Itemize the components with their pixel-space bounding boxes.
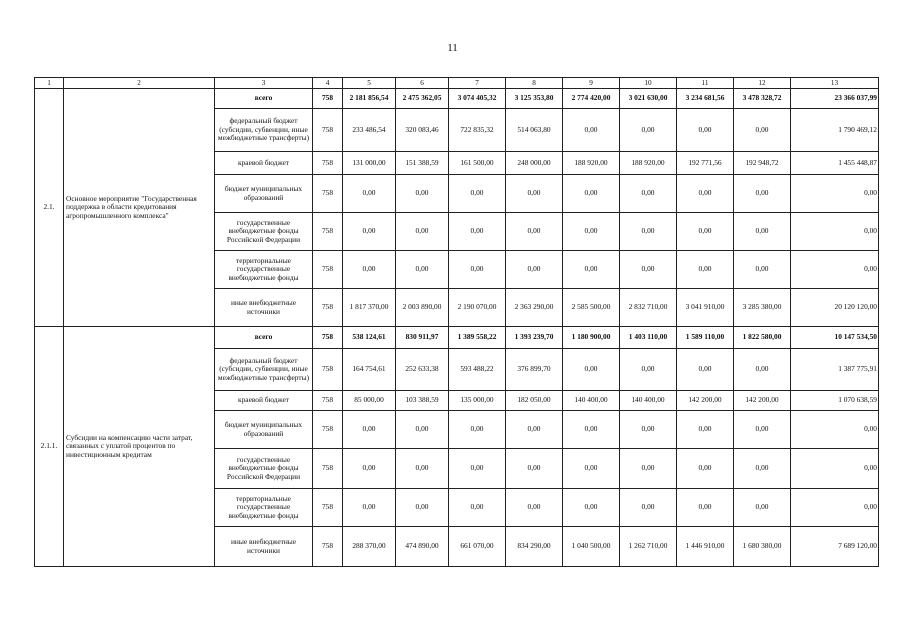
budget-code: 758 [313,349,343,391]
year-value: 0,00 [734,349,791,391]
year-value: 0,00 [563,449,620,489]
column-number: 2 [64,78,215,89]
total-value: 0,00 [791,175,879,213]
budget-code: 758 [313,411,343,449]
funding-source: бюджет муниципальных образований [215,175,313,213]
year-value: 164 754,61 [343,349,396,391]
table-row [35,327,879,349]
year-value: 0,00 [506,251,563,289]
year-value: 0,00 [734,213,791,251]
year-value: 0,00 [563,213,620,251]
total-value: 7 689 120,00 [791,527,879,567]
year-value: 131 000,00 [343,152,396,175]
year-value: 2 585 500,00 [563,289,620,327]
year-value: 0,00 [449,175,506,213]
year-value: 0,00 [677,213,734,251]
total-value: 0,00 [791,449,879,489]
year-value: 2 475 362,05 [396,89,449,109]
total-value: 10 147 534,50 [791,327,879,349]
year-value: 0,00 [677,411,734,449]
funding-source: территориальные государственные внебюджетные фонды [215,251,313,289]
year-value: 3 021 630,00 [620,89,677,109]
column-number: 13 [791,78,879,89]
year-value: 0,00 [343,411,396,449]
year-value: 2 832 710,00 [620,289,677,327]
funding-source: краевой бюджет [215,152,313,175]
year-value: 1 262 710,00 [620,527,677,567]
year-value: 3 478 328,72 [734,89,791,109]
year-value: 830 911,97 [396,327,449,349]
total-value: 1 070 638,59 [791,391,879,411]
year-value: 142 200,00 [734,391,791,411]
column-number: 1 [35,78,64,89]
year-value: 3 285 380,00 [734,289,791,327]
column-number: 12 [734,78,791,89]
year-value: 182 050,00 [506,391,563,411]
year-value: 0,00 [734,449,791,489]
year-value: 0,00 [734,411,791,449]
year-value: 0,00 [343,213,396,251]
year-value: 0,00 [343,175,396,213]
year-value: 1 680 380,00 [734,527,791,567]
column-number: 10 [620,78,677,89]
column-number: 11 [677,78,734,89]
year-value: 0,00 [620,349,677,391]
budget-code: 758 [313,213,343,251]
year-value: 1 393 239,70 [506,327,563,349]
column-number-row [35,78,879,89]
column-number: 4 [313,78,343,89]
funding-source: государственные внебюджетные фонды Российской Федерации [215,213,313,251]
year-value: 593 488,22 [449,349,506,391]
year-value: 1 403 110,00 [620,327,677,349]
year-value: 188 920,00 [563,152,620,175]
year-value: 3 041 910,00 [677,289,734,327]
year-value: 0,00 [677,449,734,489]
budget-table [34,77,879,567]
year-value: 661 070,00 [449,527,506,567]
year-value: 474 890,00 [396,527,449,567]
year-value: 0,00 [563,411,620,449]
total-value: 1 455 448,87 [791,152,879,175]
funding-source: территориальные государственные внебюджетные фонды [215,489,313,527]
year-value: 0,00 [620,489,677,527]
item-name: Субсидии на компенсацию части затрат, связанных с уплатой процентов по инвестиционным кредитам [64,327,215,567]
year-value: 151 388,59 [396,152,449,175]
year-value: 320 083,46 [396,109,449,152]
year-value: 0,00 [734,251,791,289]
total-value: 1 790 469,12 [791,109,879,152]
budget-code: 758 [313,527,343,567]
year-value: 188 920,00 [620,152,677,175]
year-value: 0,00 [449,213,506,251]
total-value: 0,00 [791,411,879,449]
year-value: 3 234 681,56 [677,89,734,109]
page-number: 11 [447,42,458,54]
year-value: 0,00 [620,251,677,289]
column-number: 3 [215,78,313,89]
year-value: 2 774 420,00 [563,89,620,109]
year-value: 0,00 [734,489,791,527]
year-value: 288 370,00 [343,527,396,567]
year-value: 0,00 [449,411,506,449]
year-value: 834 290,00 [506,527,563,567]
year-value: 2 190 070,00 [449,289,506,327]
year-value: 0,00 [343,449,396,489]
year-value: 1 389 558,22 [449,327,506,349]
year-value: 0,00 [563,349,620,391]
funding-source: государственные внебюджетные фонды Российской Федерации [215,449,313,489]
year-value: 0,00 [620,109,677,152]
year-value: 1 180 900,00 [563,327,620,349]
year-value: 140 400,00 [563,391,620,411]
year-value: 103 388,59 [396,391,449,411]
year-value: 0,00 [506,449,563,489]
year-value: 0,00 [677,175,734,213]
year-value: 0,00 [396,449,449,489]
item-name: Основное мероприятие "Государственная поддержка в области кредитования агропромышленного комплекса" [64,89,215,327]
funding-source: иные внебюджетные источники [215,527,313,567]
year-value: 0,00 [506,175,563,213]
year-value: 0,00 [620,411,677,449]
funding-source: всего [215,327,313,349]
column-number: 6 [396,78,449,89]
year-value: 0,00 [677,489,734,527]
year-value: 233 486,54 [343,109,396,152]
year-value: 514 063,80 [506,109,563,152]
total-value: 1 387 775,91 [791,349,879,391]
year-value: 0,00 [563,489,620,527]
budget-code: 758 [313,251,343,289]
budget-code: 758 [313,289,343,327]
year-value: 0,00 [734,175,791,213]
column-number: 9 [563,78,620,89]
table-row [35,89,879,109]
total-value: 23 366 037,99 [791,89,879,109]
total-value: 0,00 [791,213,879,251]
year-value: 3 125 353,80 [506,89,563,109]
funding-source: федеральный бюджет (субсидии, субвенции, иные межбюджетные трансферты) [215,109,313,152]
budget-code: 758 [313,391,343,411]
column-number: 5 [343,78,396,89]
budget-table-body [35,78,879,567]
year-value: 3 074 405,32 [449,89,506,109]
year-value: 0,00 [506,489,563,527]
budget-code: 758 [313,489,343,527]
budget-code: 758 [313,175,343,213]
year-value: 0,00 [620,175,677,213]
year-value: 0,00 [343,489,396,527]
budget-code: 758 [313,152,343,175]
year-value: 538 124,61 [343,327,396,349]
year-value: 0,00 [506,213,563,251]
year-value: 0,00 [734,109,791,152]
year-value: 0,00 [620,449,677,489]
budget-code: 758 [313,327,343,349]
total-value: 0,00 [791,251,879,289]
year-value: 0,00 [506,411,563,449]
year-value: 0,00 [343,251,396,289]
column-number: 7 [449,78,506,89]
total-value: 20 120 120,00 [791,289,879,327]
year-value: 248 000,00 [506,152,563,175]
year-value: 2 363 290,00 [506,289,563,327]
year-value: 0,00 [563,175,620,213]
year-value: 140 400,00 [620,391,677,411]
year-value: 1 822 580,00 [734,327,791,349]
year-value: 142 200,00 [677,391,734,411]
year-value: 0,00 [396,175,449,213]
year-value: 1 446 910,00 [677,527,734,567]
budget-code: 758 [313,89,343,109]
year-value: 722 835,32 [449,109,506,152]
year-value: 0,00 [563,251,620,289]
year-value: 0,00 [449,251,506,289]
year-value: 0,00 [396,251,449,289]
year-value: 376 899,70 [506,349,563,391]
year-value: 252 633,38 [396,349,449,391]
budget-code: 758 [313,449,343,489]
year-value: 2 003 890,00 [396,289,449,327]
column-number: 8 [506,78,563,89]
year-value: 192 948,72 [734,152,791,175]
year-value: 2 181 856,54 [343,89,396,109]
year-value: 85 000,00 [343,391,396,411]
year-value: 0,00 [396,489,449,527]
year-value: 0,00 [620,213,677,251]
funding-source: иные внебюджетные источники [215,289,313,327]
year-value: 0,00 [449,449,506,489]
budget-code: 758 [313,109,343,152]
year-value: 1 589 110,00 [677,327,734,349]
total-value: 0,00 [791,489,879,527]
year-value: 0,00 [677,251,734,289]
funding-source: бюджет муниципальных образований [215,411,313,449]
year-value: 161 500,00 [449,152,506,175]
funding-source: федеральный бюджет (субсидии, субвенции, иные межбюджетные трансферты) [215,349,313,391]
year-value: 1 817 370,00 [343,289,396,327]
funding-source: всего [215,89,313,109]
year-value: 0,00 [396,411,449,449]
year-value: 0,00 [677,349,734,391]
year-value: 0,00 [396,213,449,251]
item-number: 2.1.1. [35,327,64,567]
year-value: 0,00 [449,489,506,527]
year-value: 192 771,56 [677,152,734,175]
year-value: 1 040 500,00 [563,527,620,567]
funding-source: краевой бюджет [215,391,313,411]
year-value: 0,00 [563,109,620,152]
year-value: 0,00 [677,109,734,152]
item-number: 2.1. [35,89,64,327]
year-value: 135 000,00 [449,391,506,411]
